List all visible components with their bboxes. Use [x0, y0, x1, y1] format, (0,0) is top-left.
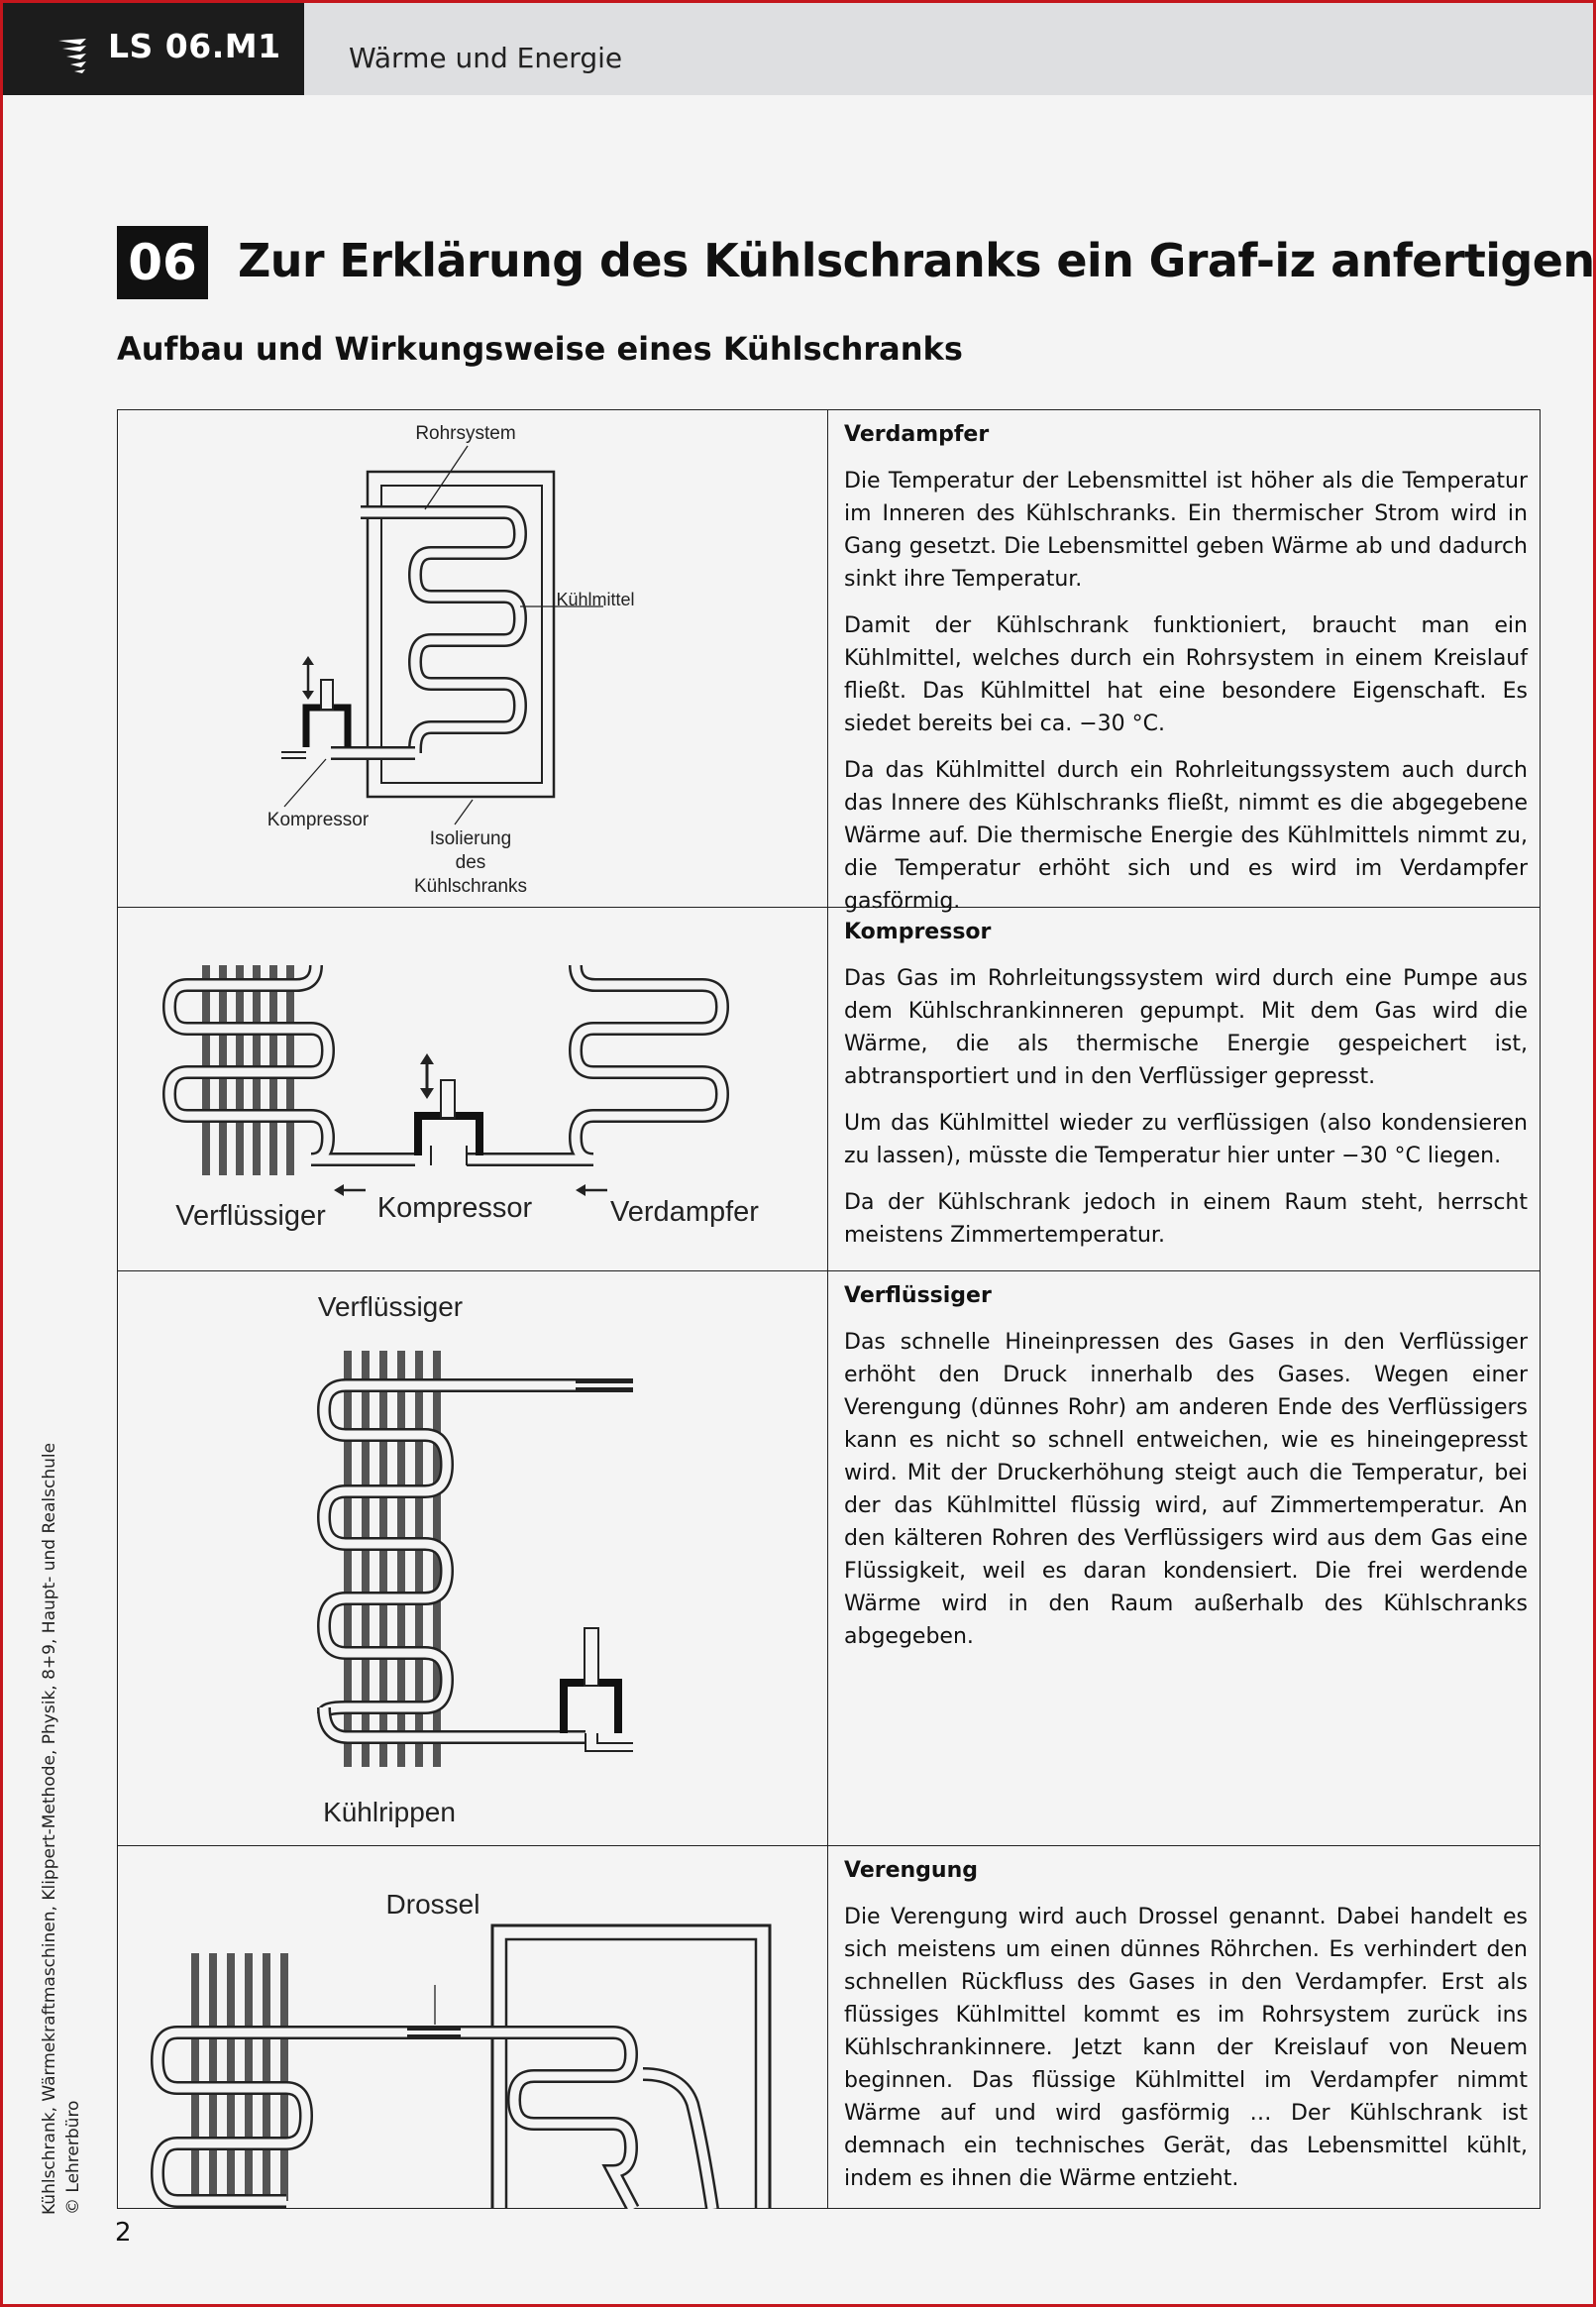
evaporator-pipe-inner [467, 965, 722, 1159]
figure-verdampfer [118, 410, 828, 907]
label-rohrsystem: Rohrsystem [415, 423, 516, 444]
label-verdampfer: Verdampfer [610, 1196, 759, 1228]
label-kompressor: Kompressor [266, 810, 370, 830]
evaporator-pipe-outer [467, 965, 722, 1159]
header-topic: Wärme und Energie [349, 42, 623, 74]
page-subtitle: Aufbau und Wirkungsweise eines Kühlschranks [117, 330, 963, 368]
verdampfer-diagram [118, 410, 828, 908]
paragraph: Da das Kühlmittel durch ein Rohrleitungssystem auch durch das Innere des Kühlschranks fließt, nimmt es die abgegebene Wärme auf. Die thermische Energie des Kühlmittels nimmt zu, die Temperatur erhöht sich und es wird im Verdampfer gasförmig. [844, 758, 1528, 914]
verfluessiger-diagram [118, 1271, 828, 1846]
cooling-fins [191, 1953, 288, 2201]
compressor-piston [321, 680, 333, 710]
verengung-diagram [118, 1846, 828, 2209]
label-kuehlrippen: Kühlrippen [323, 1797, 456, 1827]
figure-kompressor [118, 908, 828, 1270]
text-kompressor [844, 920, 1528, 1265]
label-verfluessiger: Verflüssiger [175, 1200, 326, 1232]
evaporator-pipe-inner [461, 2032, 633, 2209]
label-kuehlmittel: Kühlmittel [556, 590, 635, 609]
label-verfluessiger: Verflüssiger [317, 1291, 464, 1322]
paragraph: Das schnelle Hineinpressen des Gases in den Verflüssiger erhöht den Druck innerhalb des Gases. Wegen einer Verengung (dünnes Rohr) am anderen Ende des Verflüssigers kann es nicht so schnell entweichen, wie es hineingepresst wird. Mit der Druckerhöhung steigt auch die Temperatur, bei der das Kühlmittel flüssig wird, auf Zimmertemperatur. An den kälteren Rohren des Verflüssigers wird aus dem Gas eine Flüssigkeit, weil es daran kondensiert. Die frei werdende Wärme wird in den Raum außerhalb des Kühlschranks abgegeben. [844, 1330, 1528, 1649]
section-heading: Kompressor [844, 920, 992, 944]
paragraph: Damit der Kühlschrank funktioniert, braucht man ein Kühlmittel, welches durch ein Rohrsystem in einem Kreislauf fließt. Das Kühlmittel hat eine besondere Eigenschaft. Es siedet bereits bei ca. −30 °C. [844, 613, 1528, 736]
text-verdampfer [844, 422, 1528, 932]
side-footer-line-1: Kühlschrank, Wärmekraftmaschinen, Klippert-Methode, Physik, 8+9, Haupt- und Realschule [40, 1442, 59, 2215]
text-verfluessiger [844, 1283, 1528, 1667]
compressor-body [418, 1116, 479, 1155]
label-isolierung-1: Isolierung [429, 828, 512, 849]
page-title: Zur Erklärung des Kühlschranks ein Graf-iz anfertigen [238, 234, 1595, 287]
table-row-verengung [118, 1846, 1540, 2209]
paragraph: Da der Kühlschrank jedoch in einem Raum steht, herrscht meistens Zimmertemperatur. [844, 1190, 1528, 1248]
table-row-verdampfer [118, 410, 1540, 914]
side-footer-note [38, 1443, 85, 2215]
section-heading: Verdampfer [844, 422, 990, 447]
paragraph: Die Verengung wird auch Drossel genannt. Dabei handelt es sich meistens um einen dünnes Röhrchen. Es verhindert den schnellen Rückfluss des Gases in den Verdampfer. Erst als flüssiges Kühlmittel kommt es im Rohrsystem zurück ins Kühlschrankinnere. Jetzt kann der Kreislauf von Neuem beginnen. Das flüssige Kühlmittel im Verdampfer nimmt Wärme auf und wird gasförmig … Der Kühlschrank ist demnach ein technisches Gerät, das Lebensmittel kühlt, indem es ihnen die Wärme entzieht. [844, 1905, 1528, 2191]
header-badge [3, 3, 304, 95]
compressor-body [564, 1683, 618, 1733]
paragraph: Das Gas im Rohrleitungssystem wird durch eine Pumpe aus dem Kühlschrankinneren gepumpt. Mit dem Gas wird die Wärme, die als thermische Energie gespeichert ist, abtransportiert und in den Verflüssiger gepresst. [844, 966, 1528, 1089]
text-verengung [844, 1858, 1528, 2209]
side-footer-line-2: © Lehrerbüro [63, 2100, 83, 2215]
section-heading: Verflüssiger [844, 1283, 992, 1308]
table-row-verfluessiger [118, 1271, 1540, 1846]
lesson-code: LS 06.M1 [108, 27, 281, 65]
label-drossel: Drossel [385, 1889, 480, 1920]
content-table [117, 409, 1541, 2209]
compressor-piston [441, 1080, 455, 1118]
figure-verfluessiger [118, 1271, 828, 1845]
compressor-body [306, 708, 348, 747]
spiral-logo-icon [56, 37, 90, 74]
label-kompressor: Kompressor [376, 1192, 533, 1224]
paragraph: Die Temperatur der Lebensmittel ist höher als die Temperatur im Inneren des Kühlschranks. Ein thermischer Strom wird in Gang gesetzt. Die Lebensmittel geben Wärme ab und dadurch sinkt ihre Temperatur. [844, 469, 1528, 592]
evaporator-pipe-outer [361, 512, 520, 753]
label-isolierung-3: Kühlschranks [413, 876, 528, 897]
compressor-piston [585, 1628, 598, 1686]
table-row-kompressor [118, 908, 1540, 1271]
label-isolierung-2: des [455, 852, 486, 873]
figure-verengung [118, 1846, 828, 2209]
paragraph: Um das Kühlmittel wieder zu verflüssigen (also kondensieren zu lassen), müsste die Temperatur hier unter −30 °C liegen. [844, 1111, 1528, 1168]
kompressor-diagram [118, 908, 828, 1271]
title-number: 06 [117, 226, 208, 299]
page-number: 2 [115, 2218, 132, 2248]
section-heading: Verengung [844, 1858, 978, 1883]
